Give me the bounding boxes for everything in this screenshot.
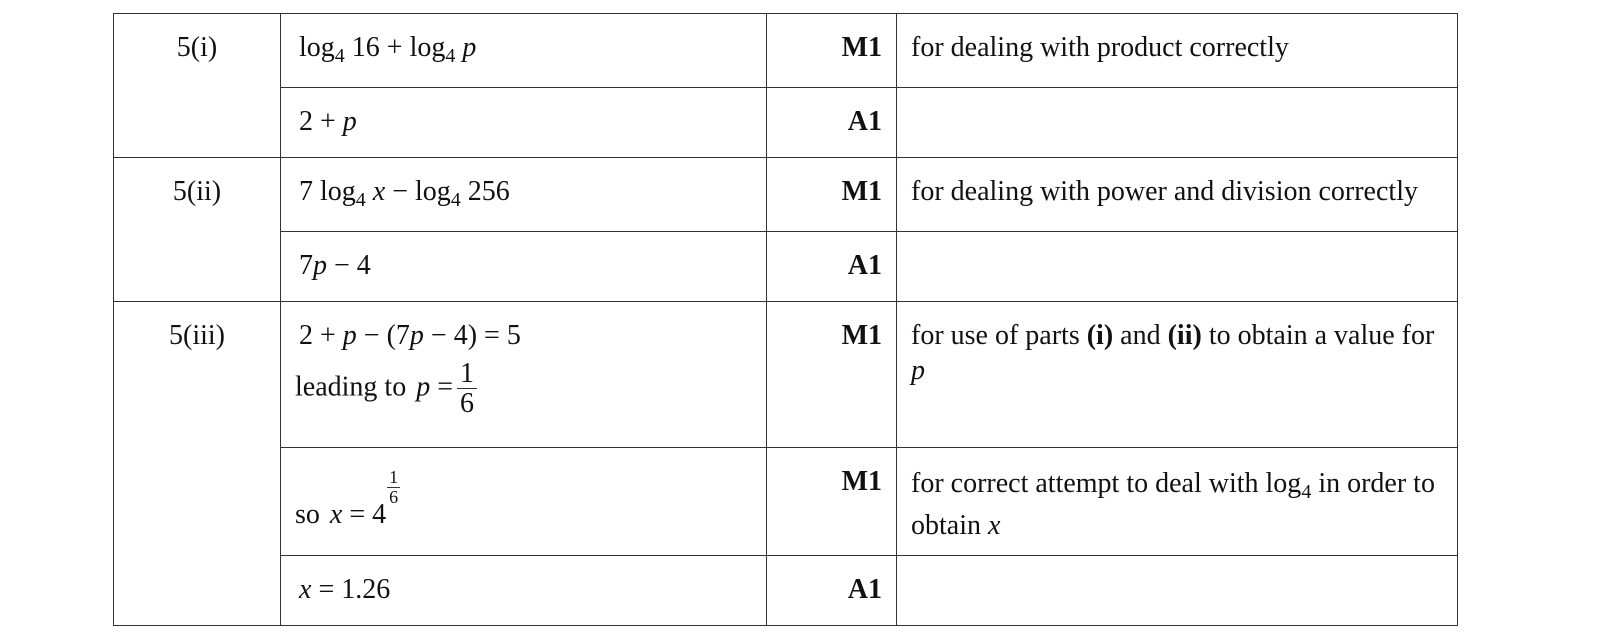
mark-code: M1 xyxy=(767,302,897,448)
guidance-text xyxy=(897,88,1458,158)
guidance-text xyxy=(897,302,1458,448)
guidance-text: for dealing with power and division correctly xyxy=(897,158,1458,232)
table-row xyxy=(114,14,1458,88)
guidance-part: for correct attempt to deal with xyxy=(911,468,1266,499)
math-line xyxy=(295,359,766,419)
math-variable: p xyxy=(416,371,431,403)
math-variable: p xyxy=(342,320,357,351)
answer-cell xyxy=(281,302,767,448)
math-variable: x xyxy=(299,574,312,605)
table-row xyxy=(114,556,1458,626)
mark-code: M1 xyxy=(767,14,897,88)
question-number: 5(iii) xyxy=(114,302,281,626)
answer-cell xyxy=(281,556,767,626)
mark-code: A1 xyxy=(767,88,897,158)
math-line xyxy=(299,318,766,353)
guidance-text xyxy=(897,448,1458,556)
math-text: = xyxy=(430,371,453,403)
answer-cell xyxy=(281,448,767,556)
fraction-denominator: 6 xyxy=(389,486,399,507)
math-subscript: 4 xyxy=(334,45,345,67)
guidance-part: and xyxy=(1113,320,1168,351)
math-text: − log xyxy=(385,176,451,207)
question-number: 5(i) xyxy=(114,14,281,158)
math-text: − 4 xyxy=(327,250,371,281)
math-subscript: 4 xyxy=(450,189,461,211)
math-variable: p xyxy=(911,355,925,386)
table-row xyxy=(114,448,1458,556)
fraction xyxy=(457,359,477,419)
math-variable: p xyxy=(313,250,327,281)
table-row xyxy=(114,158,1458,232)
guidance-text xyxy=(897,556,1458,626)
part-reference: (i) xyxy=(1086,320,1114,351)
math-subscript: 4 xyxy=(445,45,456,67)
math-variable: p xyxy=(342,106,357,137)
math-variable: x xyxy=(372,176,386,207)
math-text: 256 xyxy=(460,176,510,207)
mark-code: A1 xyxy=(767,232,897,302)
math-text: log xyxy=(299,32,335,63)
math-text: 2 + xyxy=(299,320,343,351)
fraction-denominator: 6 xyxy=(460,388,474,420)
math-variable: x xyxy=(329,498,343,530)
guidance-part: in order to obtain xyxy=(911,468,1435,541)
part-reference: (ii) xyxy=(1167,320,1202,351)
math-text: 16 + log xyxy=(351,32,446,63)
guidance-text: for dealing with product correctly xyxy=(897,14,1458,88)
answer-cell xyxy=(281,88,767,158)
math-subscript: 4 xyxy=(1301,481,1312,503)
mark-code: M1 xyxy=(767,158,897,232)
answer-cell xyxy=(281,232,767,302)
math-text: − (7 xyxy=(356,320,410,351)
guidance-part: for use of parts xyxy=(911,320,1087,351)
answer-cell xyxy=(281,158,767,232)
math-text: log xyxy=(1265,468,1302,499)
math-text: 7 log xyxy=(299,176,356,207)
table-row xyxy=(114,232,1458,302)
math-text: = 4 xyxy=(342,498,387,530)
fraction-numerator: 1 xyxy=(457,359,477,389)
exponent-fraction xyxy=(387,468,400,507)
math-variable: x xyxy=(988,510,1001,541)
question-number: 5(ii) xyxy=(114,158,281,302)
math-variable: p xyxy=(462,32,477,63)
table-row xyxy=(114,302,1458,448)
math-line xyxy=(295,468,766,532)
math-text: leading to xyxy=(295,371,407,403)
mark-code: M1 xyxy=(767,448,897,556)
mark-scheme-table xyxy=(113,13,1458,626)
math-variable: p xyxy=(409,320,424,351)
answer-cell xyxy=(281,14,767,88)
math-text: − 4) = 5 xyxy=(423,320,521,351)
math-text: = 1.26 xyxy=(311,574,391,605)
guidance-part: to obtain a value for xyxy=(1201,320,1435,351)
fraction-numerator: 1 xyxy=(389,467,399,487)
guidance-text xyxy=(897,232,1458,302)
math-text: 7 xyxy=(299,250,313,281)
math-subscript: 4 xyxy=(355,189,366,211)
math-text: so xyxy=(295,498,320,530)
math-text: 2 + xyxy=(299,106,343,137)
table-row xyxy=(114,88,1458,158)
mark-code: A1 xyxy=(767,556,897,626)
